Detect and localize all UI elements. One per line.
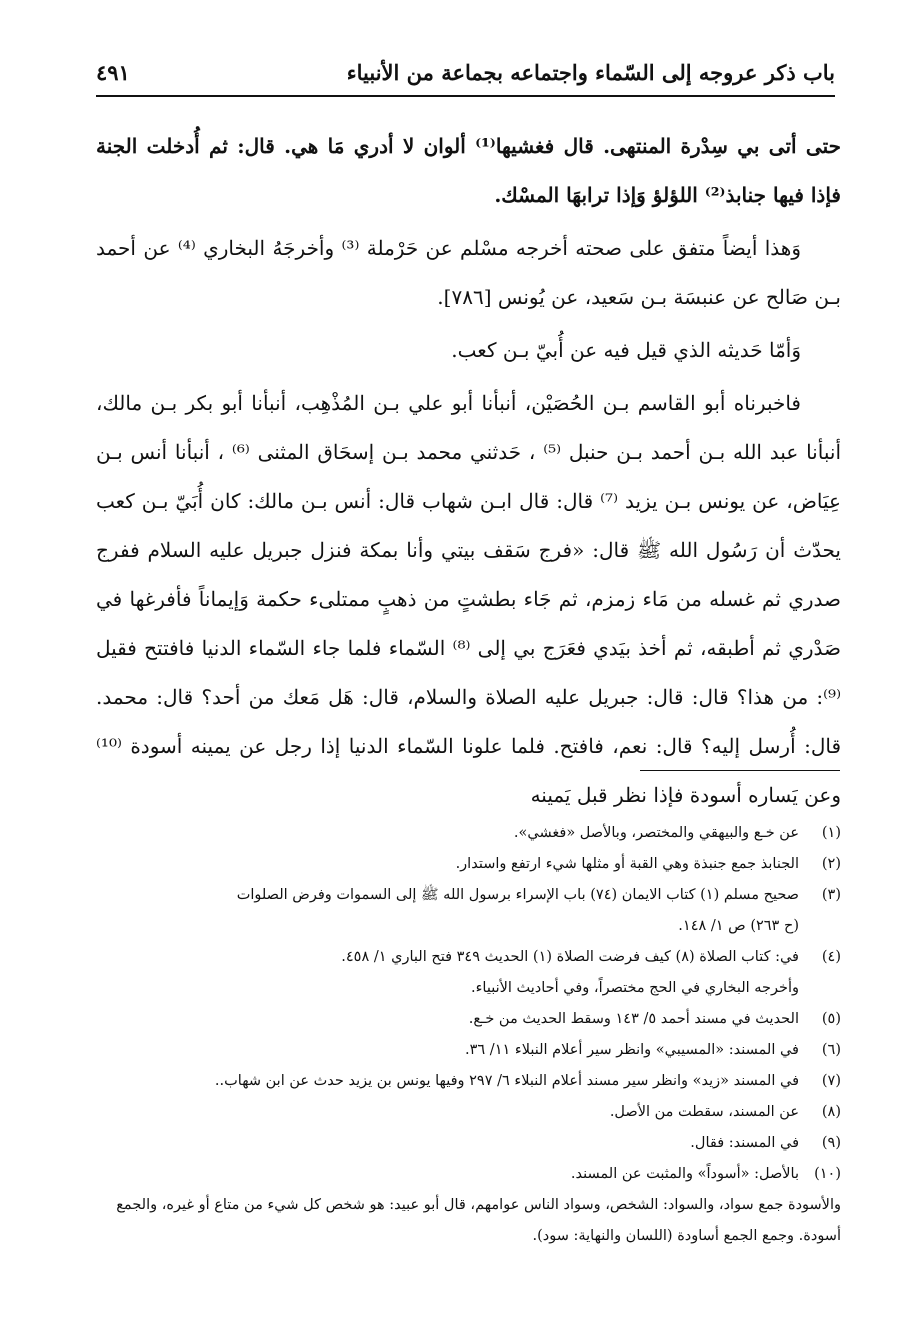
footnote-text: الجنابذ جمع جنبذة وهي القبة أو مثلها شيء ارتفع واستدار. bbox=[455, 856, 799, 872]
footnote-text: عن خـع والبيهقي والمختصر، وبالأصل «فغشي». bbox=[513, 825, 799, 841]
footnote-number: (٧) bbox=[821, 1073, 841, 1089]
footnote-number: (٩) bbox=[821, 1135, 841, 1151]
header-divider bbox=[96, 95, 835, 97]
footnote-number: (٤) bbox=[821, 949, 841, 965]
footnote-number: (١) bbox=[821, 825, 841, 841]
footnote-number: (٢) bbox=[821, 856, 841, 872]
footnote-text: الحديث في مسند أحمد ٥/ ١٤٣ وسقط الحديث من خـع. bbox=[468, 1011, 799, 1027]
footnote-number: (١٠) bbox=[814, 1166, 841, 1182]
footnote-4-continuation: وأخرجه البخاري في الحج مختصراً، وفي أحاديث الأنبياء. bbox=[470, 980, 799, 996]
main-text bbox=[96, 122, 841, 820]
footnote-2 bbox=[96, 849, 841, 880]
running-header bbox=[96, 58, 835, 92]
paragraph-3: وَأمّا حَديثه الذي قيل فيه عن أُبيّ بـن كعب. bbox=[451, 338, 801, 362]
footnote-10-note: والأسودة جمع سواد، والسواد: الشخص، وسواد الناس عوامهم، قال أبو عبيد: هو شخص كل شيء من متاع أو غيره، والجمع أسودة. وجمع الجمع أساودة (اللسان والنهاية: سود). bbox=[116, 1197, 841, 1244]
page-number: ٤٩١ bbox=[96, 60, 130, 85]
paragraph-4: فاخبرناه أبو القاسم بـن الحُصَيْن، أنبأنا أبو علي بـن المُذْهِب، أنبأنا أبو بكر بـن مالك، أنبأنا عبد الله بـن أحمد بـن حنبل ⁽⁵⁾ ، حَدثني محمد بـن إسحَاق المثنى ⁽⁶⁾ ، أنبأنا أنس بـن عِيَاض، عن يونس بـن يزيد ⁽⁷⁾ قال: قال ابـن شهاب قال: أنس بـن مالك: كان أُبَيّ بـن كعب يحدّث أن رَسُول الله ﷺ قال: «فرج سَقف بيتي وأنا بمكة فنزل جبريل عليه السلام ففرج صدري ثم غسله من مَاء زمزم، ثم جَاء بطشتٍ من ذهبٍ ممتلىء حكمة وَإيماناً فأفرغها في صَدْري ثم أطبقه، ثم أخذ بيَدي فعَرَج بي إلى ⁽⁸⁾ السّماء فلما جاء السّماء الدنيا فافتتح فقيل ⁽⁹⁾: من هذا؟ قال: قال: جبريل عليه الصلاة والسلام، قال: هَل مَعك من أحد؟ قال: محمد. قال: أُرسل إليه؟ قال: نعم، فافتح. فلما علونا السّماء الدنيا إذا رجل عن يمينه أسودة ⁽¹⁰⁾ وعن يَساره أسودة فإذا نظر قبل يَمينه bbox=[96, 391, 841, 807]
footnote-5 bbox=[96, 1004, 841, 1035]
footnote-number: (٦) bbox=[821, 1042, 841, 1058]
footnote-4 bbox=[96, 942, 841, 973]
footnote-text: عن المسند، سقطت من الأصل. bbox=[609, 1104, 799, 1120]
paragraph-1: حتى أتى بي سِدْرة المنتهى. قال فغشيها⁽¹⁾ ألوان لا أدري مَا هي. قال: ثم أُدخلت الجنة فإذا فيها جنابذ⁽²⁾ اللؤلؤ وَإذا ترابهَا المسْك. bbox=[96, 134, 841, 207]
footnotes bbox=[96, 818, 841, 1252]
footnote-10 bbox=[96, 1159, 841, 1190]
footnote-7 bbox=[96, 1066, 841, 1097]
footnote-text: صحيح مسلم (١) كتاب الايمان (٧٤) باب الإسراء برسول الله ﷺ إلى السموات وفرض الصلوات bbox=[236, 887, 799, 903]
footnote-text: في المسند «زيد» وانظر سير مسند أعلام النبلاء ٦/ ٢٩٧ وفيها يونس بن يزيد حدث عن ابن شهاب.. bbox=[214, 1073, 799, 1089]
footnote-6 bbox=[96, 1035, 841, 1066]
footnote-3 bbox=[96, 880, 841, 911]
chapter-title: باب ذكر عروجه إلى السّماء واجتماعه بجماعة من الأنبياء bbox=[346, 60, 835, 85]
footnote-number: (٥) bbox=[821, 1011, 841, 1027]
paragraph-2: وَهذا أيضاً متفق على صحته أخرجه مسْلم عن حَرْملة ⁽³⁾ وأخرجَهُ البخاري ⁽⁴⁾ عن أحمد بـن صَالح عن عنبسَة بـن سَعيد، عن يُونس [٧٨٦]. bbox=[96, 236, 841, 309]
footnote-3-continuation: (ح ٢٦٣) ص ١/ ١٤٨. bbox=[678, 918, 799, 934]
footnote-divider bbox=[640, 770, 840, 771]
footnote-text: بالأصل: «أسوداً» والمثبت عن المسند. bbox=[570, 1166, 799, 1182]
footnote-1 bbox=[96, 818, 841, 849]
footnote-8 bbox=[96, 1097, 841, 1128]
footnote-9 bbox=[96, 1128, 841, 1159]
footnote-number: (٨) bbox=[821, 1104, 841, 1120]
footnote-text: في: كتاب الصلاة (٨) كيف فرضت الصلاة (١) الحديث ٣٤٩ فتح الباري ١/ ٤٥٨. bbox=[341, 949, 799, 965]
footnote-text: في المسند: «المسيبي» وانظر سير أعلام النبلاء ١١/ ٣٦. bbox=[465, 1042, 799, 1058]
footnote-number: (٣) bbox=[821, 887, 841, 903]
footnote-text: في المسند: فقال. bbox=[690, 1135, 799, 1151]
